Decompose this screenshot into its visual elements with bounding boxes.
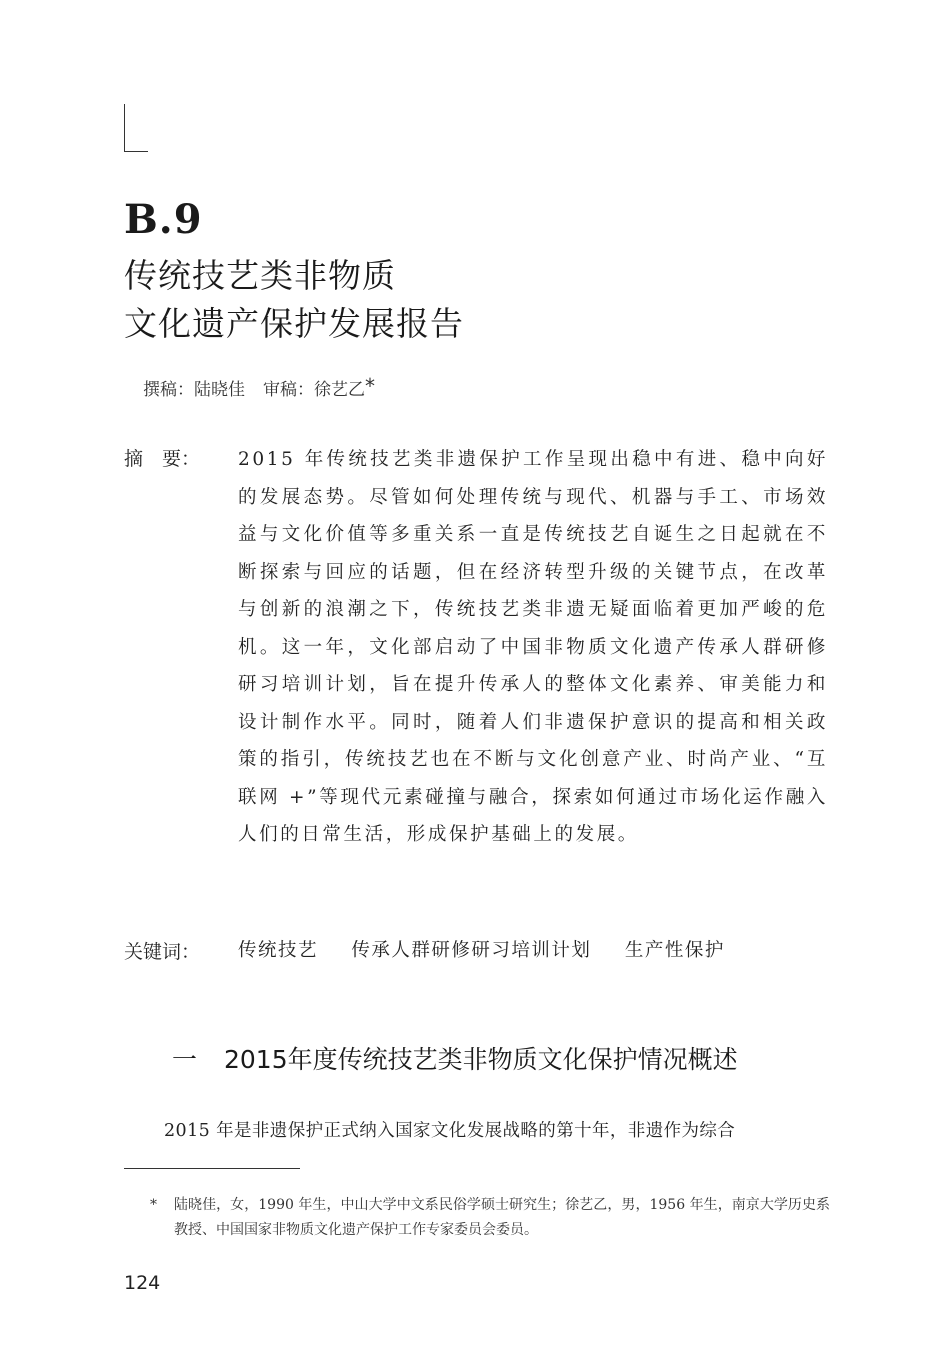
reviewer-credit: 审稿：徐艺乙 [263,380,365,400]
section-title: 2015年度传统技艺类非物质文化保护情况概述 [224,1045,738,1074]
section-number: 一 [172,1045,198,1074]
body-paragraph: 2015 年是非遗保护正式纳入国家文化发展战略的第十年，非遗作为综合 [164,1121,736,1141]
keywords-label: 关键词： [124,941,201,963]
credits [143,374,375,400]
footnote [150,1193,830,1243]
keyword-item: 生产性保护 [624,940,725,961]
corner-mark [124,104,148,152]
section-heading [172,1040,738,1076]
chapter-title [124,252,464,348]
author-credit: 撰稿：陆晓佳 [143,380,245,400]
credit-footnote-mark: * [365,374,375,398]
chapter-title-line2: 文化遗产保护发展报告 [124,304,464,343]
keyword-item: 传统技艺 [238,940,319,961]
abstract-label: 摘 要： [124,448,201,470]
page-number: 124 [124,1272,161,1294]
chapter-number: B.9 [124,196,203,243]
keyword-item: 传承人群研修研习培训计划 [351,940,592,961]
keywords-list [238,936,751,962]
footnote-mark: * [150,1197,157,1213]
abstract-text: 2015 年传统技艺类非遗保护工作呈现出稳中有进、稳中向好的发展态势。尽管如何处理传统与现代、机器与手工、市场效益与文化价值等多重关系一直是传统技艺自诞生之日起就在不断探索与回应的话题，但在经济转型升级的关键节点，在改革与创新的浪潮之下，传统技艺类非遗无疑面临着更加严峻的危机。这一年，文化部启动了中国非物质文化遗产传承人群研修研习培训计划，旨在提升传承人的整体文化素养、审美能力和设计制作水平。同时，随着人们非遗保护意识的提高和相关政策的指引，传统技艺也在不断与文化创意产业、时尚产业、“互联网 +”等现代元素碰撞与融合，探索如何通过市场化运作融入人们的日常生活，形成保护基础上的发展。 [238,449,828,845]
footnote-text: 陆晓佳，女，1990 年生，中山大学中文系民俗学硕士研究生；徐艺乙，男，1956 年生，南京大学历史系教授、中国国家非物质文化遗产保护工作专家委员会委员。 [174,1197,830,1238]
chapter-title-line1: 传统技艺类非物质 [124,256,396,295]
footnote-divider [124,1168,300,1169]
